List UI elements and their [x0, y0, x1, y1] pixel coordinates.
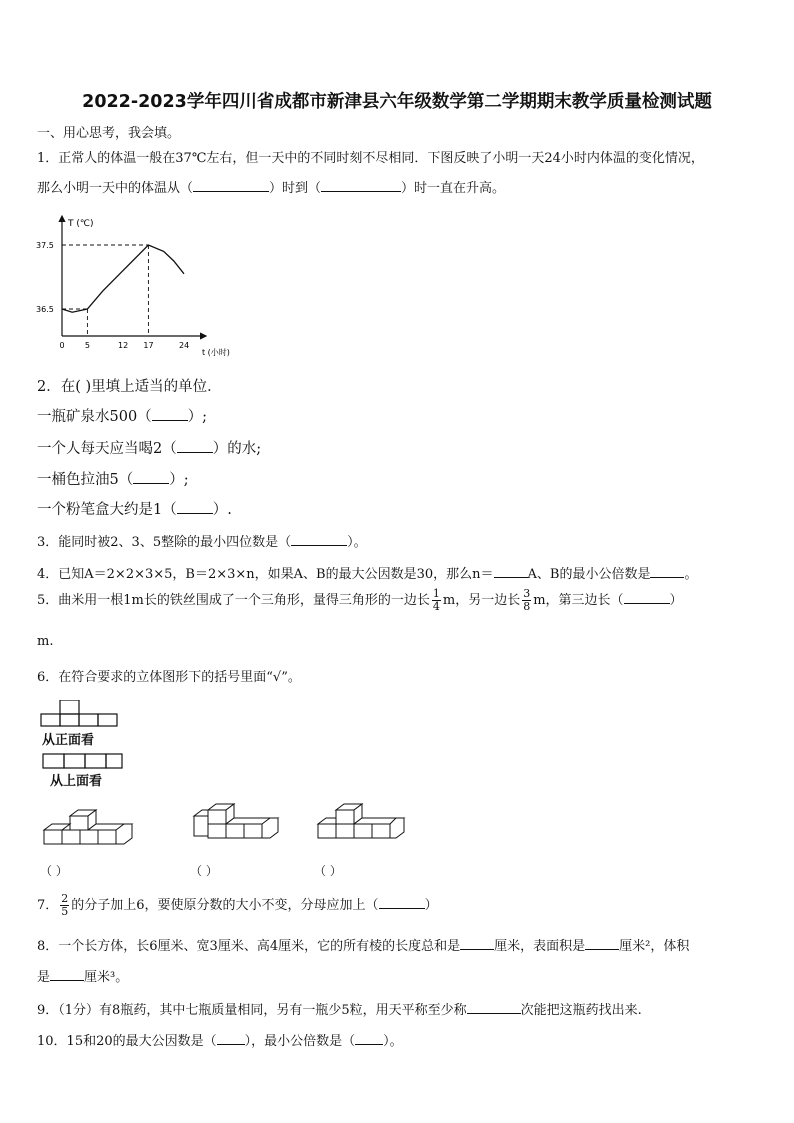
q2-blank-2[interactable] [177, 440, 213, 453]
q2-l3-end: ）; [169, 472, 189, 488]
temperature-chart [34, 208, 234, 360]
q10-text-a: 10．15和20的最大公因数是（ [37, 1034, 217, 1049]
q2-l1-text: 一瓶矿泉水500（ [37, 409, 152, 425]
q1-blank-1[interactable] [193, 179, 269, 192]
q3-end: ）。 [347, 535, 367, 550]
chart-x-tick-label: 5 [84, 341, 90, 350]
option-c-checkbox[interactable]: （ ） [314, 864, 342, 878]
solid-option-a [40, 808, 140, 850]
q5-text-c: m，第三边长（ [533, 593, 624, 608]
q7-text: 的分子加上6，要使原分数的大小不变，分母应加上（ [71, 898, 379, 913]
q9-text-b: 次能把这瓶药找出来. [520, 1003, 642, 1018]
option-b-checkbox[interactable]: （ ） [190, 864, 218, 878]
front-view-figure [38, 700, 138, 750]
chart-y-tick-label: 36.5 [36, 305, 54, 314]
question-2-line-1 [37, 405, 207, 426]
q7-end: ） [424, 898, 438, 913]
question-2-line-3 [37, 468, 189, 489]
q10-blank-1[interactable] [217, 1032, 245, 1045]
question-5-line-1 [37, 588, 683, 613]
q9-blank[interactable] [467, 1001, 521, 1014]
question-8-line-1 [37, 935, 689, 954]
q2-l4-end: ）. [212, 502, 232, 518]
q9-text-a: 9．（1分）有8瓶药，其中七瓶质量相同，另有一瓶少5粒，用天平称至少称 [37, 1003, 467, 1018]
q4-blank-1[interactable] [494, 565, 528, 578]
chart-x-tick-label: 12 [118, 341, 129, 350]
q2-blank-1[interactable] [152, 408, 188, 421]
question-10 [37, 1030, 403, 1049]
chart-x-tick-label: 24 [179, 341, 190, 350]
q8-blank-2[interactable] [585, 937, 619, 950]
q5-text-b: m，另一边长 [442, 593, 521, 608]
question-2-line-4 [37, 498, 232, 519]
question-6-stem: 6．在符合要求的立体图形下的括号里面“√”。 [37, 670, 301, 685]
q3-blank[interactable] [291, 533, 347, 546]
front-view-label: 从正面看 [42, 733, 95, 748]
q7-blank[interactable] [379, 896, 425, 909]
top-view-label: 从上面看 [50, 774, 103, 789]
q1-text-c: ）时一直在升高。 [401, 181, 506, 196]
q4-text-a: 4．已知A＝2×2×3×5，B＝2×3×n，如果A、B的最大公因数是30，那么n＝ [37, 567, 494, 582]
q2-blank-3[interactable] [133, 471, 169, 484]
q4-blank-2[interactable] [650, 565, 684, 578]
page-title: 2022-2023学年四川省成都市新津县六年级数学第二学期期末教学质量检测试题 [82, 92, 712, 112]
question-9 [37, 999, 642, 1018]
q5-text-a: 5．曲米用一根1m长的铁丝围成了一个三角形，量得三角形的一边长 [37, 593, 430, 608]
q5-fraction-2-numerator: 3 [523, 587, 531, 600]
q10-text-b: ），最小公倍数是（ [244, 1034, 356, 1049]
q7-number: 7． [37, 898, 59, 913]
q2-l1-end: ）; [187, 409, 208, 425]
q2-blank-4[interactable] [177, 501, 213, 514]
solid-option-b [190, 800, 290, 842]
option-a-checkbox[interactable]: （ ） [40, 864, 68, 878]
chart-x-tick-label: 0 [59, 341, 65, 350]
section-heading: 一、用心思考，我会填。 [37, 126, 181, 141]
top-view-figure [38, 752, 138, 790]
chart-y-label: T (℃) [68, 219, 94, 229]
question-2-stem: 2．在( )里填上适当的单位． [37, 379, 222, 395]
solid-option-c [314, 802, 414, 844]
q5-fraction-1-denominator: 4 [432, 600, 440, 613]
question-3 [37, 531, 367, 550]
q10-blank-2[interactable] [355, 1032, 383, 1045]
q1-blank-2[interactable] [321, 179, 401, 192]
q8-blank-3[interactable] [50, 968, 84, 981]
q4-text-c: 。 [684, 567, 698, 582]
q5-blank[interactable] [624, 591, 670, 604]
q5-fraction-2 [522, 588, 531, 613]
chart-x-tick-label: 17 [143, 341, 154, 350]
q7-fraction [60, 893, 69, 918]
chart-series-line [62, 245, 184, 312]
q8-blank-1[interactable] [460, 937, 494, 950]
chart-y-tick-label: 37.5 [36, 241, 54, 250]
q1-text-b: ）时到（ [269, 181, 322, 196]
question-1-line-1: 1．正常人的体温一般在37℃左右，但一天中的不同时刻不尽相同．下图反映了小明一天24小时内体温的变化情况， [37, 151, 704, 166]
q1-text-a: 那么小明一天中的体温从（ [37, 181, 194, 196]
q10-text-c: ）。 [383, 1034, 403, 1049]
q8-text-e: 厘米³。 [84, 970, 129, 985]
q7-fraction-numerator: 2 [61, 892, 69, 905]
q5-fraction-1-numerator: 1 [432, 587, 440, 600]
q5-fraction-1 [432, 588, 441, 613]
q8-text-d: 是 [37, 970, 51, 985]
q2-l2-end: ）的水; [212, 441, 262, 457]
q2-l2-text: 一个人每天应当喝2（ [37, 441, 177, 457]
q2-l4-text: 一个粉笔盒大约是1（ [37, 502, 177, 518]
q3-text: 3．能同时被2、3、5整除的最小四位数是（ [37, 535, 292, 550]
chart-x-label: t (小时) [202, 348, 230, 357]
q8-text-c: 厘米²，体积 [619, 939, 690, 954]
question-8-line-2 [37, 966, 128, 985]
q5-fraction-2-denominator: 8 [523, 600, 531, 613]
question-4 [37, 563, 698, 582]
q8-text-b: 厘米，表面积是 [494, 939, 586, 954]
q8-text-a: 8．一个长方体，长6厘米、宽3厘米、高4厘米，它的所有棱的长度总和是 [37, 939, 461, 954]
question-7 [37, 893, 438, 918]
question-2-line-2 [37, 437, 261, 458]
question-1-line-2 [37, 177, 505, 196]
q4-text-b: A、B的最小公倍数是 [527, 567, 651, 582]
q7-fraction-denominator: 5 [61, 905, 69, 918]
question-5-line-2: m. [37, 634, 54, 649]
q2-l3-text: 一桶色拉油5（ [37, 472, 134, 488]
q5-text-d: ） [669, 593, 683, 608]
